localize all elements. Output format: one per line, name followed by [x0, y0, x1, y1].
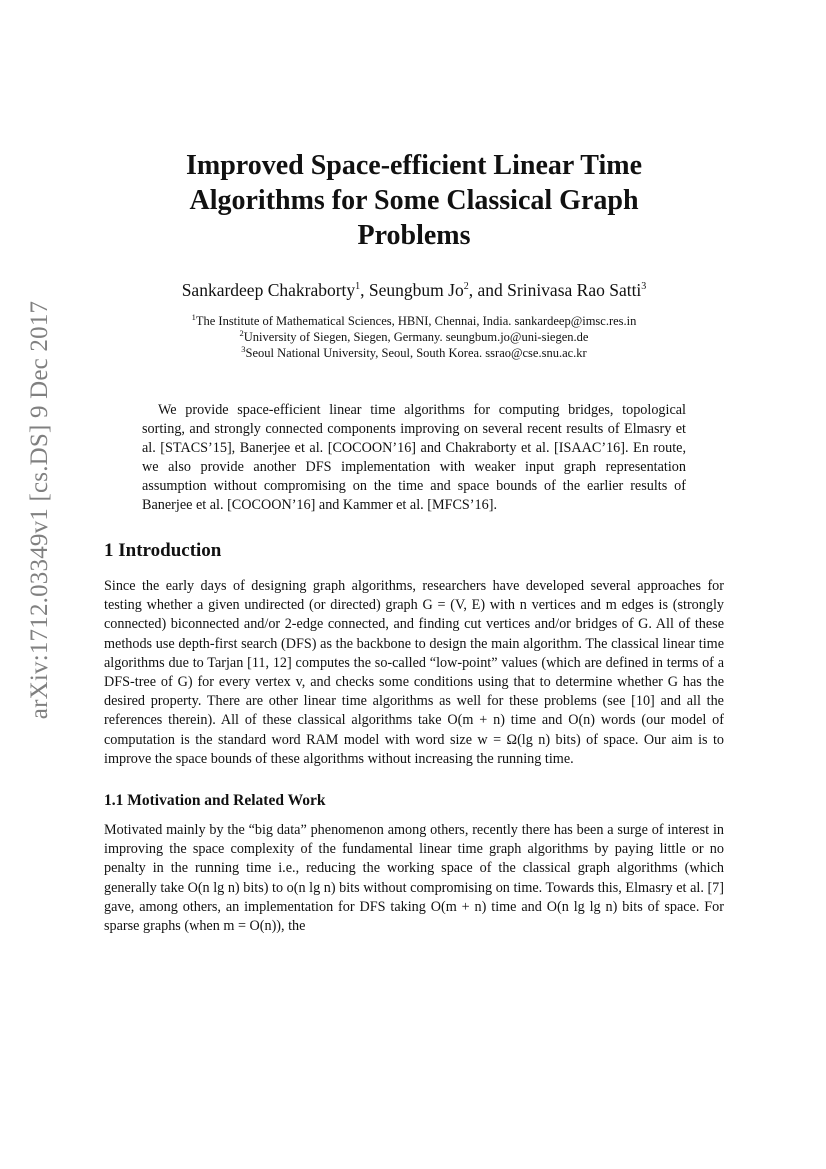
author-affil-mark: 1	[355, 281, 361, 293]
author-name: Sankardeep Chakraborty	[181, 280, 356, 300]
author-affil-mark: 2	[463, 281, 469, 293]
author-affil-mark: 3	[641, 281, 647, 293]
affiliation-text: University of Siegen, Siegen, Germany. seungbum.jo@uni-siegen.de	[243, 330, 589, 344]
affiliation	[104, 345, 724, 361]
author-name: Seungbum Jo	[368, 280, 464, 300]
affiliation-list	[104, 313, 724, 361]
arxiv-identifier-text: arXiv:1712.03349v1 [cs.DS] 9 Dec 2017	[26, 300, 54, 720]
author-separator: ,	[360, 280, 369, 300]
arxiv-identifier-stamp	[20, 300, 60, 720]
affiliation-text: The Institute of Mathematical Sciences, HBNI, Chennai, India. sankardeep@imsc.res.in	[195, 314, 637, 328]
author-name: Srinivasa Rao Satti	[507, 280, 642, 300]
affiliation-mark: 2	[239, 327, 244, 338]
section-heading: 1 Introduction	[104, 540, 222, 561]
affiliation-mark: 3	[241, 343, 246, 354]
section-paragraph: Since the early days of designing graph algorithms, researchers have developed several approaches for testing whether a given undirected (or directed) graph G = (V, E) with n vertices and m edges is (strongly connected) biconnected and/or 2-edge connected, and finding cut vertices and/or bridges of G. All of these methods use depth-first search (DFS) as the backbone to design the main algorithm. The classical linear time algorithms due to Tarjan [11, 12] computes the so-called “low-point” values (which are defined in terms of a DFS-tree of G) for every vertex v, and checks some conditions using that to determine whether G has the desired property. There are other linear time algorithms as well for these problems (see [10] and all the references therein). All of these classical algorithms take O(m + n) time and O(n) words (our model of computation is the standard word RAM model with word size w = Ω(lg n) bits) of space. Our aim is to improve the space bounds of these algorithms without increasing the running time.	[104, 578, 724, 767]
affiliation-text: Seoul National University, Seoul, South Korea. ssrao@cse.snu.ac.kr	[245, 346, 587, 360]
subsection-heading: 1.1 Motivation and Related Work	[104, 792, 326, 810]
affiliation	[104, 329, 724, 345]
subsection-paragraph: Motivated mainly by the “big data” phenomenon among others, recently there has been a surge of interest in improving the space complexity of the fundamental linear time graph algorithms by paying little or no penalty in the running time i.e., reducing the working space of the classical graph algorithms (which generally take O(n lg n) bits) to o(n lg n) bits without compromising on time. Towards this, Elmasry et al. [7] gave, among others, an implementation for DFS taking O(m + n) time and O(n lg lg n) bits of space. For sparse graphs (when m = O(n)), the	[104, 822, 724, 935]
abstract: We provide space-efficient linear time algorithms for computing bridges, topological sorting, and strongly connected components improving on several recent results of Elmasry et al. [STACS’15], Banerjee et al. [COCOON’16] and Chakraborty et al. [ISAAC’16]. En route, we also provide another DFS implementation with weaker input graph representation assumption without compromising on the time and space bounds of the earlier results of Banerjee et al. [COCOON’16] and Kammer et al. [MFCS’16].	[142, 402, 686, 513]
paper-title: Improved Space-efficient Linear Time Algorithms for Some Classical Graph Problems	[186, 150, 642, 251]
author-separator: , and	[468, 280, 508, 300]
paper-page	[104, 148, 724, 936]
author-list	[104, 279, 724, 301]
affiliation	[104, 313, 724, 329]
affiliation-mark: 1	[191, 311, 196, 322]
